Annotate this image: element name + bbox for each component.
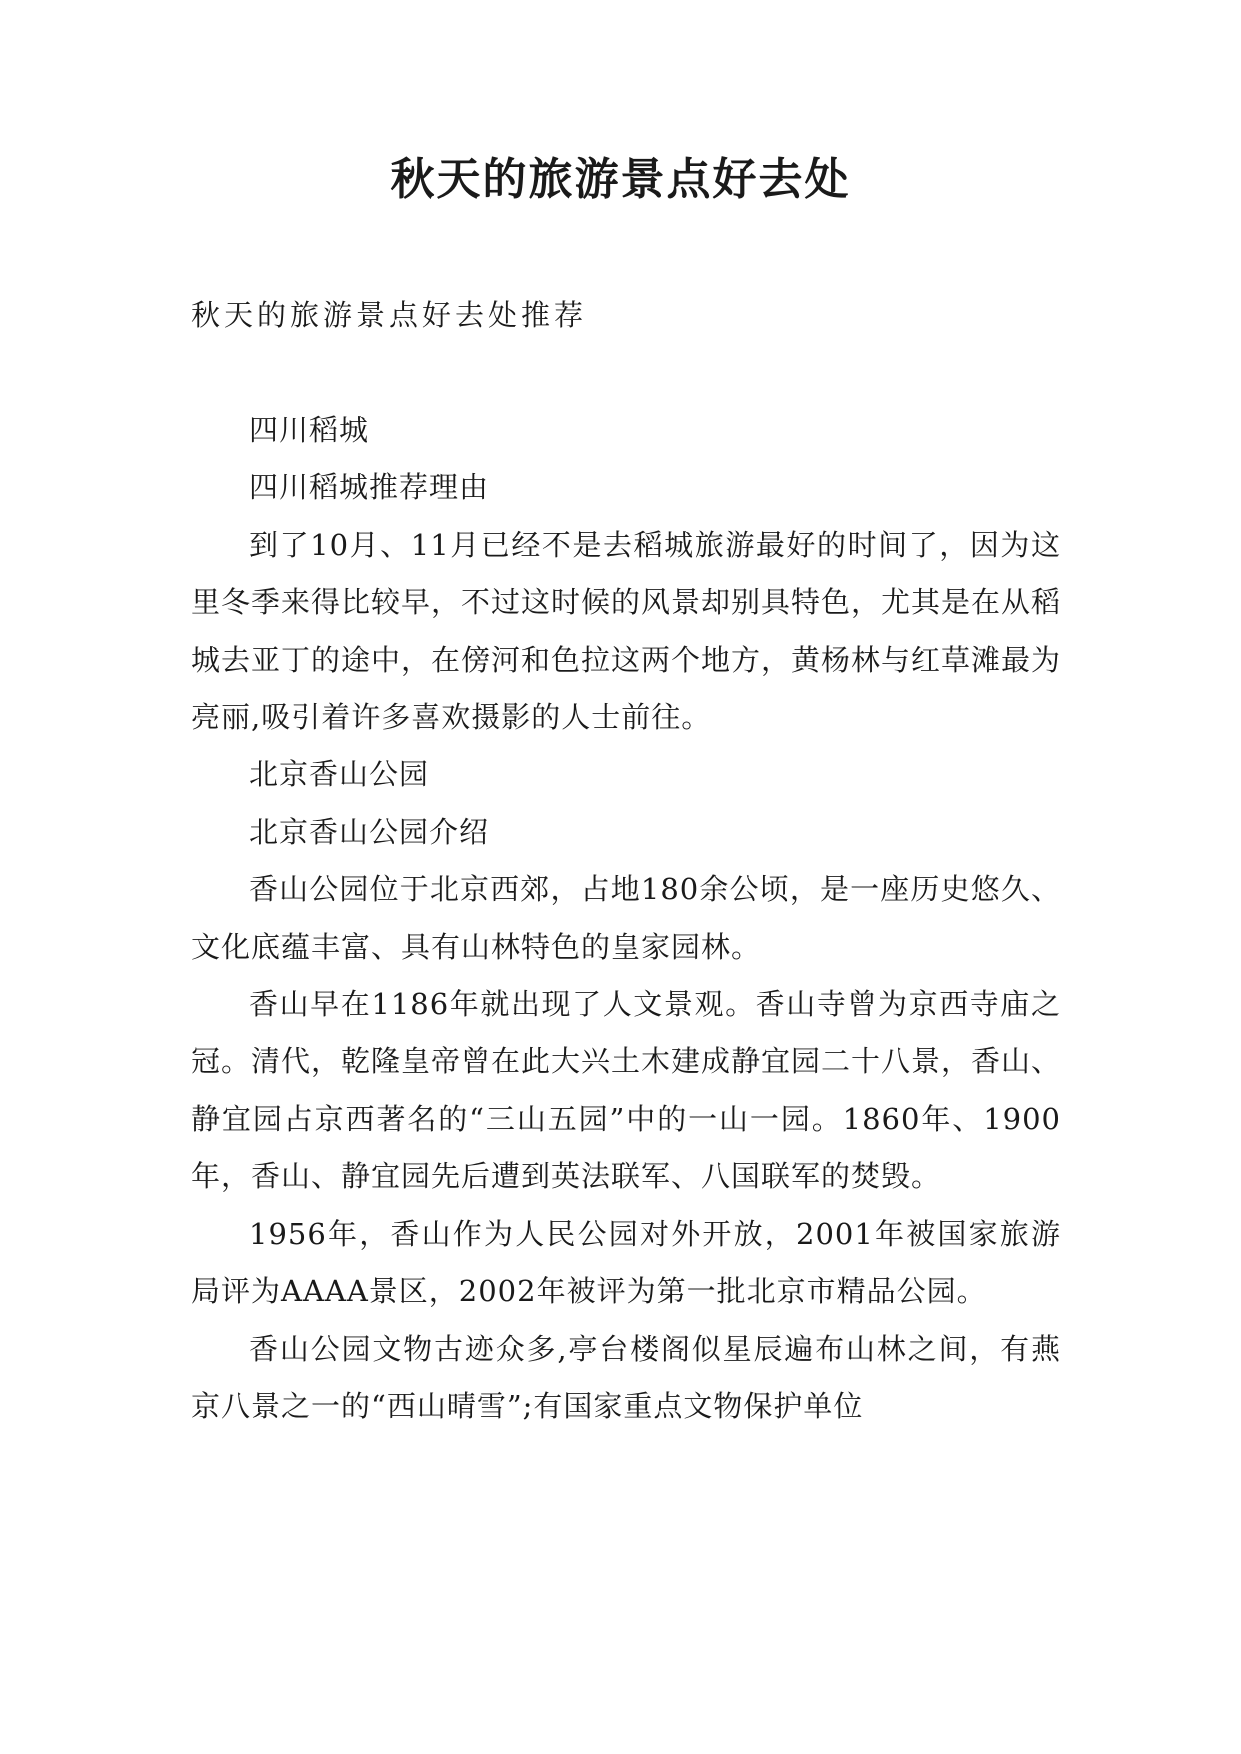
document-subtitle: 秋天的旅游景点好去处推荐 — [191, 298, 588, 332]
paragraph-xiangshan-history: 香山早在1186年就出现了人文景观。香山寺曾为京西寺庙之冠。清代，乾隆皇帝曾在此大兴土木建成静宜园二十八景，香山、静宜园占京西著名的“三山五园”中的一山一园。1860年、1900年，香山、静宜园先后遭到英法联军、八国联军的焚毁。 — [191, 987, 1062, 1194]
paragraph-xiangshan-location: 香山公园位于北京西郊，占地180余公顷，是一座历史悠久、文化底蕴丰富、具有山林特色的皇家园林。 — [191, 872, 1061, 964]
document-body — [191, 402, 1061, 1435]
paragraph-heading-daocheng: 四川稻城 — [249, 413, 370, 447]
paragraph-daocheng-description: 到了10月、11月已经不是去稻城旅游最好的时间了，因为这里冬季来得比较早，不过这时候的风景却别具特色，尤其是在从稻城去亚丁的途中，在傍河和色拉这两个地方，黄杨林与红草滩最为亮丽,吸引着许多喜欢摄影的人士前往。 — [191, 527, 1062, 735]
paragraph-heading-xiangshan: 北京香山公园 — [249, 757, 430, 792]
paragraph-heading-xiangshan-intro: 北京香山公园介绍 — [249, 814, 490, 849]
paragraph-heading-daocheng-reason: 四川稻城推荐理由 — [249, 470, 490, 505]
document-title: 秋天的旅游景点好去处 — [390, 154, 851, 205]
paragraph-xiangshan-relics: 香山公园文物古迹众多,亭台楼阁似星辰遍布山林之间，有燕京八景之一的“西山晴雪”;有国家重点文物保护单位 — [191, 1331, 1061, 1423]
paragraph-xiangshan-opening: 1956年，香山作为人民公园对外开放，2001年被国家旅游局评为AAAA景区，2002年被评为第一批北京市精品公园。 — [191, 1216, 1061, 1309]
